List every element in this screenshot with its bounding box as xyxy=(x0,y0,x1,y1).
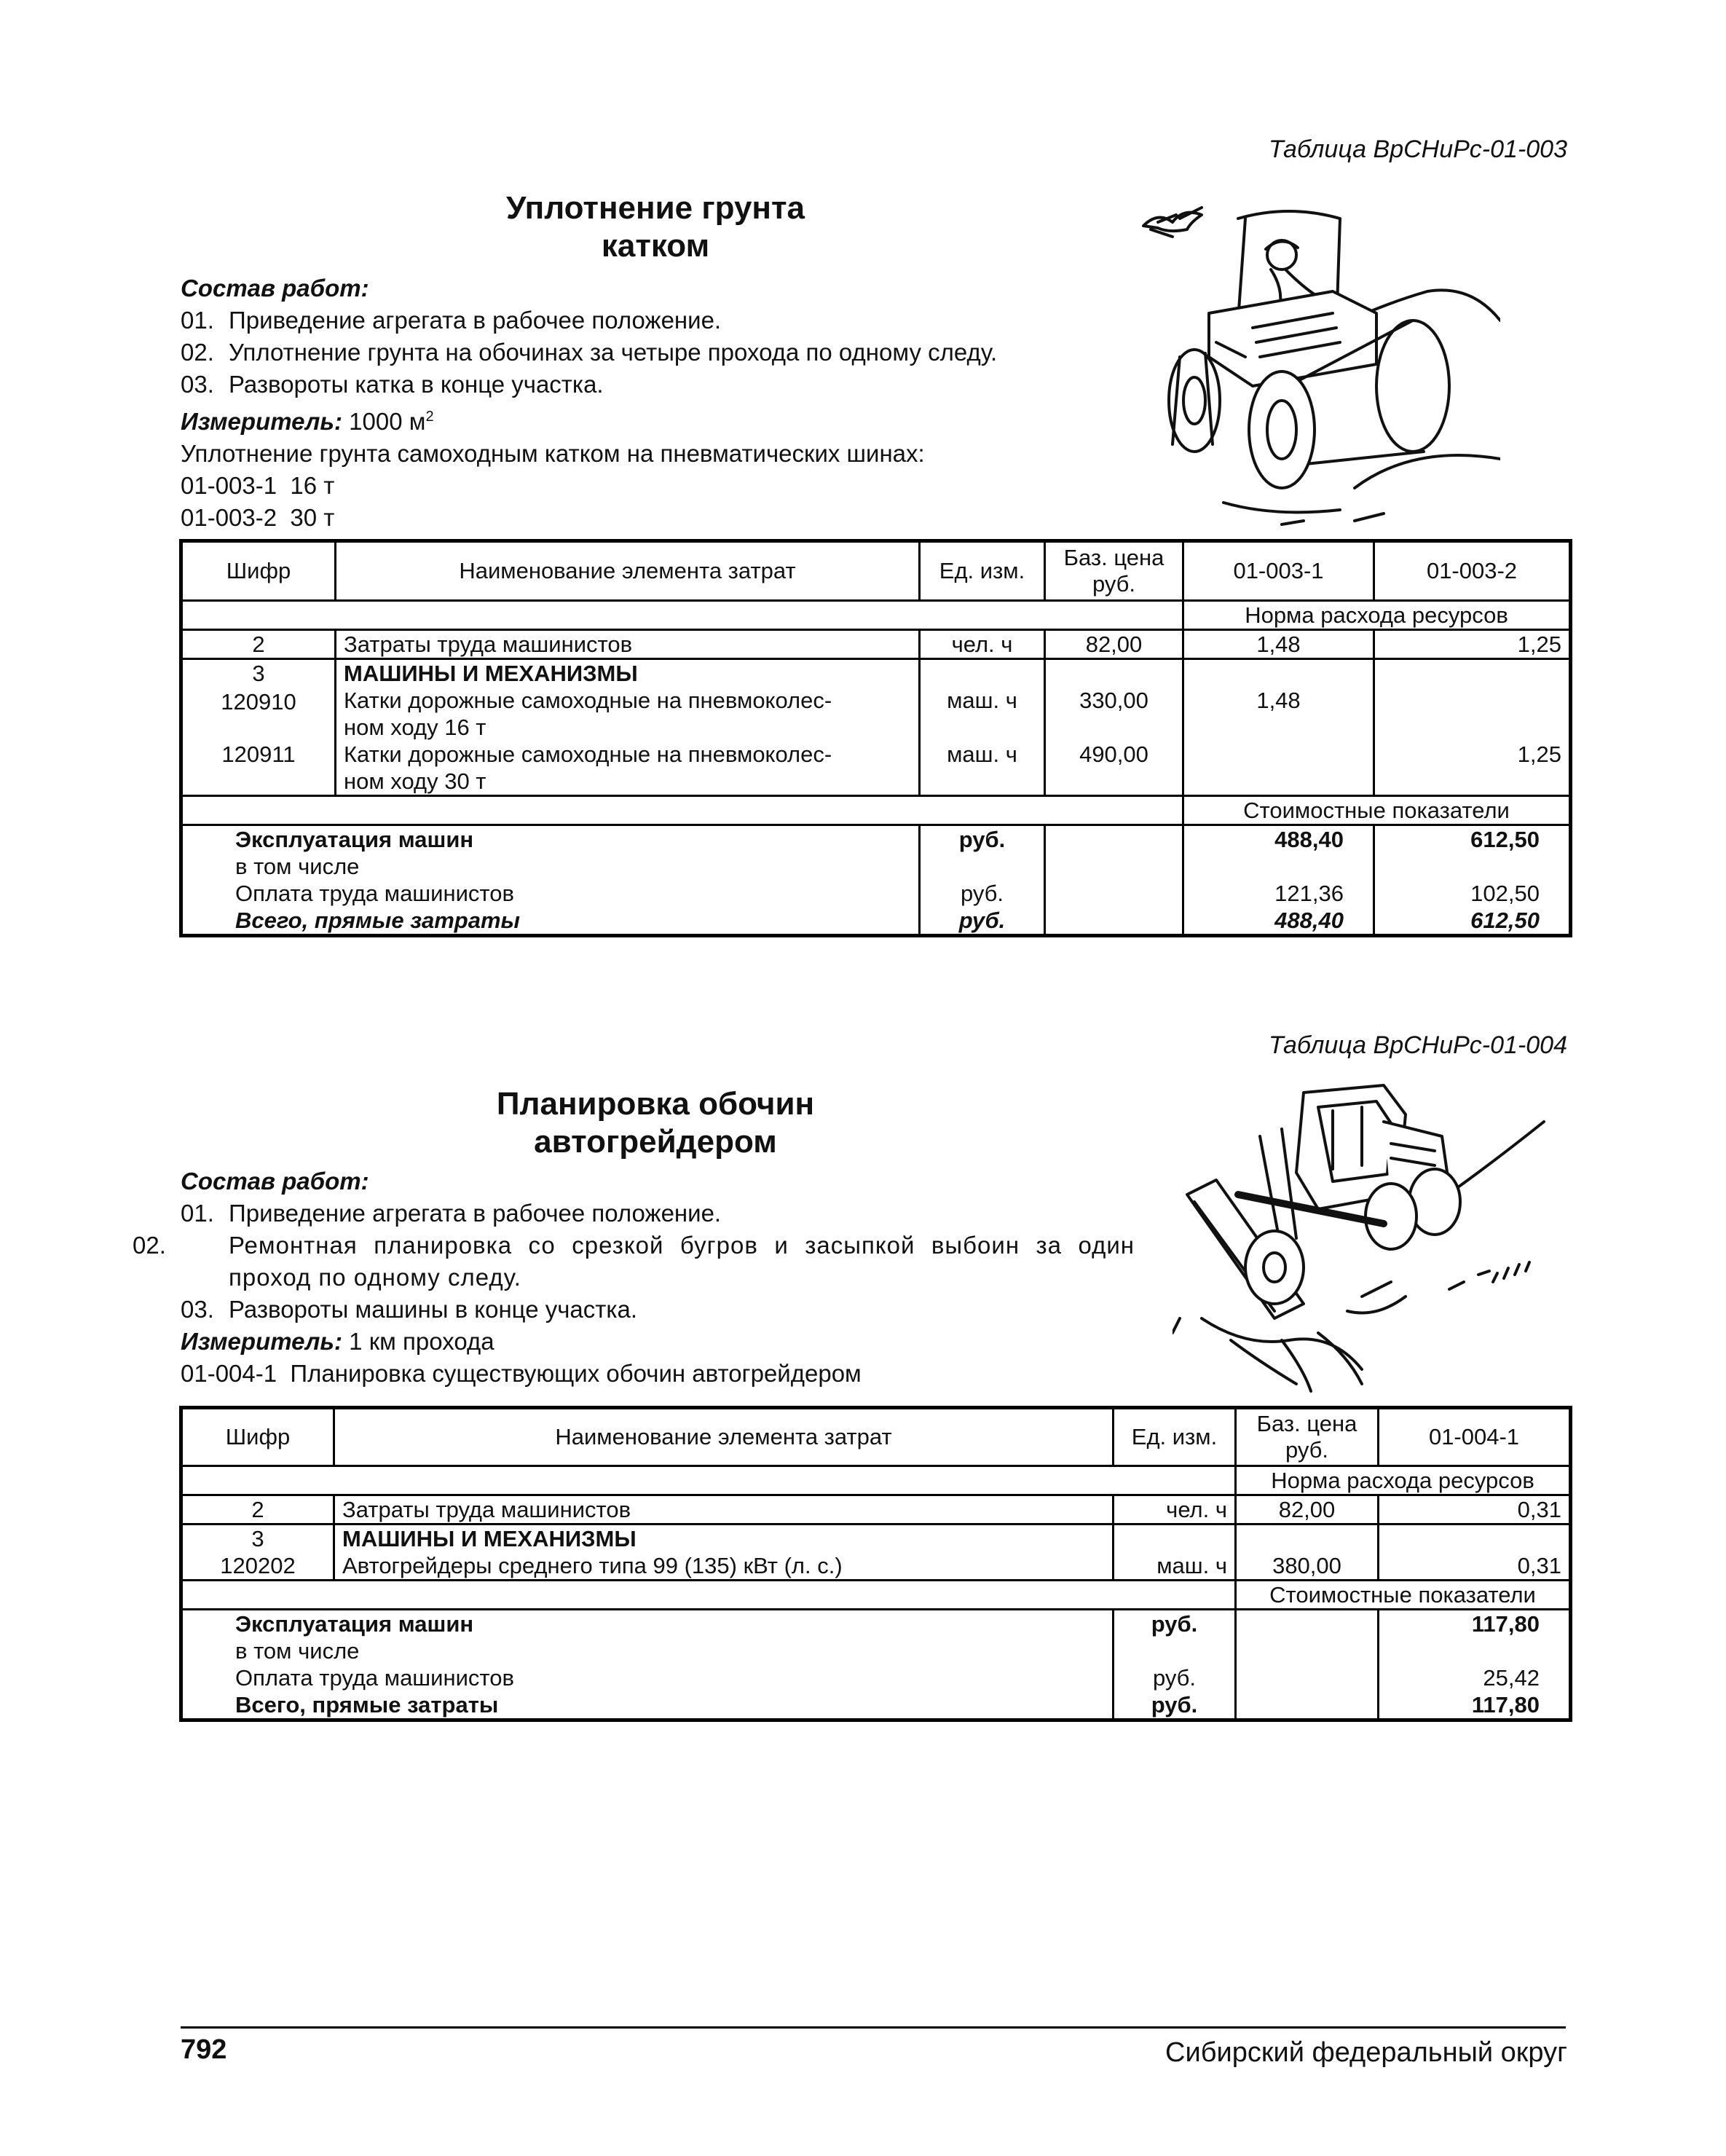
row-name-line: ном ходу 16 т xyxy=(344,715,486,740)
row-name xyxy=(336,687,920,741)
norm-label: Норма расхода ресурсов xyxy=(1183,601,1571,630)
row-name: Автогрейдеры среднего типа 99 (135) кВт (л. с.) xyxy=(334,1552,1114,1581)
motor-grader-illustration xyxy=(1173,1078,1551,1398)
norm-label-row xyxy=(181,1466,1571,1495)
step-number: 01. xyxy=(181,307,214,334)
row-value-2: 1,25 xyxy=(1374,630,1571,659)
header-name: Наименование элемента затрат xyxy=(334,1408,1114,1466)
row-value-1: 0,31 xyxy=(1379,1552,1571,1581)
table-row xyxy=(181,1495,1571,1524)
row-unit: маш. ч xyxy=(920,741,1045,796)
row-name-line: ном ходу 30 т xyxy=(344,768,486,794)
row-value-1: 1,48 xyxy=(1183,687,1374,741)
meter-value: 1 км прохода xyxy=(349,1328,494,1355)
row-price: 380,00 xyxy=(1236,1552,1379,1581)
cost-row-label: в том числе xyxy=(235,1638,360,1664)
header-code: Шифр xyxy=(181,541,336,601)
section-title-01-004 xyxy=(364,1085,947,1161)
work-composition-01-003 xyxy=(181,272,1142,534)
step-text: Уплотнение грунта на обочинах за четыре прохода по одному следу. xyxy=(229,339,998,366)
header-col-01-004-1: 01-004-1 xyxy=(1379,1408,1571,1466)
row-code: 2 xyxy=(181,1495,334,1524)
code-line: 01-003-2 30 т xyxy=(181,504,335,531)
header-base-price: Баз. цена руб. xyxy=(1045,541,1183,601)
table-row xyxy=(181,1552,1571,1581)
row-name: МАШИНЫ И МЕХАНИЗМЫ xyxy=(334,1524,1114,1553)
cost-label: Стоимостные показатели xyxy=(1183,796,1571,825)
row-value-1: 1,48 xyxy=(1183,630,1374,659)
meter-value: 1000 м xyxy=(349,408,426,435)
row-value-1: 0,31 xyxy=(1379,1495,1571,1524)
table-label-01-004: Таблица ВрСНиРс-01-004 xyxy=(1268,1031,1567,1059)
cost-table-01-003 xyxy=(179,539,1572,937)
road-roller-illustration xyxy=(1136,197,1500,532)
cost-row-value-2: 612,50 xyxy=(1374,825,1571,854)
work-heading: Состав работ: xyxy=(181,275,369,302)
cost-label-row xyxy=(181,1581,1571,1610)
cost-row-label: Всего, прямые затраты xyxy=(235,908,521,933)
row-name: Затраты труда машинистов xyxy=(336,630,920,659)
cost-row-label: Эксплуатация машин xyxy=(235,827,474,852)
title-line-2: автогрейдером xyxy=(534,1124,777,1160)
header-unit: Ед. изм. xyxy=(920,541,1045,601)
title-line-1: Уплотнение грунта xyxy=(505,190,805,226)
cost-row xyxy=(181,1664,1571,1691)
header-col-01-003-1: 01-003-1 xyxy=(1183,541,1374,601)
cost-row xyxy=(181,1637,1571,1664)
cost-label-row xyxy=(181,796,1571,825)
table-row xyxy=(181,1524,1571,1553)
cost-row-unit: руб. xyxy=(1114,1610,1236,1638)
row-value-2: 1,25 xyxy=(1374,741,1571,796)
cost-row-label: в том числе xyxy=(235,854,360,879)
cost-row-label: Всего, прямые затраты xyxy=(235,1692,499,1718)
row-code: 120910 xyxy=(221,689,296,715)
table-row xyxy=(181,630,1571,659)
step-number: 02. xyxy=(133,1232,166,1259)
cost-row-total xyxy=(181,907,1571,936)
row-unit: чел. ч xyxy=(920,630,1045,659)
description: 01-004-1 Планировка существующих обочин автогрейдером xyxy=(181,1360,862,1387)
row-price: 82,00 xyxy=(1236,1495,1379,1524)
step-item xyxy=(181,337,1142,369)
cost-row-value-1: 25,42 xyxy=(1379,1664,1571,1691)
table-row xyxy=(181,687,1571,741)
row-name xyxy=(336,741,920,796)
table-header-row xyxy=(181,1408,1571,1466)
cost-row-label: Оплата труда машинистов xyxy=(235,1665,514,1691)
cost-row xyxy=(181,825,1571,854)
step-text: Развороты катка в конце участка. xyxy=(229,371,604,398)
step-item xyxy=(181,1197,1135,1230)
header-base-price: Баз. цена руб. xyxy=(1236,1408,1379,1466)
header-col-01-003-2: 01-003-2 xyxy=(1374,541,1571,601)
row-unit: чел. ч xyxy=(1114,1495,1236,1524)
header-code: Шифр xyxy=(181,1408,334,1466)
description: Уплотнение грунта самоходным катком на пневматических шинах: xyxy=(181,440,925,467)
step-item xyxy=(181,369,1142,401)
row-code: 2 xyxy=(181,630,336,659)
cost-row-unit: руб. xyxy=(1114,1691,1236,1720)
cost-row-unit: руб. xyxy=(920,880,1045,907)
row-name: Затраты труда машинистов xyxy=(334,1495,1114,1524)
step-number: 01. xyxy=(181,1200,214,1227)
row-name: МАШИНЫ И МЕХАНИЗМЫ xyxy=(336,659,920,688)
row-code: 3 xyxy=(251,1526,264,1551)
header-name: Наименование элемента затрат xyxy=(336,541,920,601)
step-text: Ремонтная планировка со срезкой бугров и засыпкой выбоин за один проход по одному следу. xyxy=(229,1232,1135,1291)
cost-row-value-1: 488,40 xyxy=(1183,907,1374,936)
cost-row-value-1: 121,36 xyxy=(1183,880,1374,907)
step-number: 03. xyxy=(181,371,214,398)
footer-region: Сибирский федеральный округ xyxy=(1165,2037,1567,2068)
table-label-01-003: Таблица ВрСНиРс-01-003 xyxy=(1268,135,1567,163)
meter-sup: 2 xyxy=(425,409,434,425)
cost-row-label: Оплата труда машинистов xyxy=(235,881,514,906)
table-row xyxy=(181,741,1571,796)
cost-row-value-1: 117,80 xyxy=(1379,1691,1571,1720)
section-title-01-003 xyxy=(364,189,947,265)
footer-rule xyxy=(181,2026,1566,2029)
step-item xyxy=(181,304,1142,337)
title-line-1: Планировка обочин xyxy=(496,1086,815,1122)
meter-line xyxy=(181,1326,1135,1358)
cost-row-unit: руб. xyxy=(920,907,1045,936)
step-text: Приведение агрегата в рабочее положение. xyxy=(229,1200,722,1227)
table-header-row xyxy=(181,541,1571,601)
header-unit: Ед. изм. xyxy=(1114,1408,1236,1466)
row-code: 120911 xyxy=(181,741,336,796)
row-name-line: Катки дорожные самоходные на пневмоколес- xyxy=(344,741,832,767)
row-code: 3 xyxy=(252,661,265,686)
meter-label: Измеритель: xyxy=(181,408,342,435)
norm-label-row xyxy=(181,601,1571,630)
cost-label: Стоимостные показатели xyxy=(1236,1581,1571,1610)
row-name-line: Катки дорожные самоходные на пневмоколес- xyxy=(344,688,832,713)
row-price: 82,00 xyxy=(1045,630,1183,659)
step-number: 03. xyxy=(181,1296,214,1323)
row-price: 330,00 xyxy=(1045,687,1183,741)
table-row xyxy=(181,659,1571,688)
step-item xyxy=(133,1230,1135,1294)
work-heading: Состав работ: xyxy=(181,1168,369,1195)
title-line-2: катком xyxy=(601,228,710,264)
cost-row-unit: руб. xyxy=(920,825,1045,854)
cost-row-label: Эксплуатация машин xyxy=(235,1611,474,1637)
cost-row-value-2: 102,50 xyxy=(1374,880,1571,907)
row-value-2 xyxy=(1374,687,1571,741)
step-number: 02. xyxy=(181,339,214,366)
row-price: 490,00 xyxy=(1045,741,1183,796)
cost-row xyxy=(181,853,1571,880)
step-text: Приведение агрегата в рабочее положение. xyxy=(229,307,722,334)
code-line: 01-003-1 16 т xyxy=(181,472,335,499)
row-unit: маш. ч xyxy=(920,687,1045,741)
norm-label: Норма расхода ресурсов xyxy=(1236,1466,1571,1495)
cost-row-unit: руб. xyxy=(1114,1664,1236,1691)
meter-line xyxy=(181,401,1142,438)
meter-label: Измеритель: xyxy=(181,1328,342,1355)
row-unit: маш. ч xyxy=(1114,1552,1236,1581)
cost-table-01-004 xyxy=(179,1406,1572,1722)
step-item xyxy=(181,1294,1135,1326)
cost-row-value-2: 612,50 xyxy=(1374,907,1571,936)
cost-row-total xyxy=(181,1691,1571,1720)
cost-row xyxy=(181,1610,1571,1638)
step-text: Развороты машины в конце участка. xyxy=(229,1296,638,1323)
cost-row-value-1: 117,80 xyxy=(1379,1610,1571,1638)
row-code: 120202 xyxy=(181,1552,334,1581)
cost-row-value-1: 488,40 xyxy=(1183,825,1374,854)
page-number: 792 xyxy=(181,2034,227,2065)
row-value-1 xyxy=(1183,741,1374,796)
cost-row xyxy=(181,880,1571,907)
work-composition-01-004 xyxy=(133,1165,1135,1390)
